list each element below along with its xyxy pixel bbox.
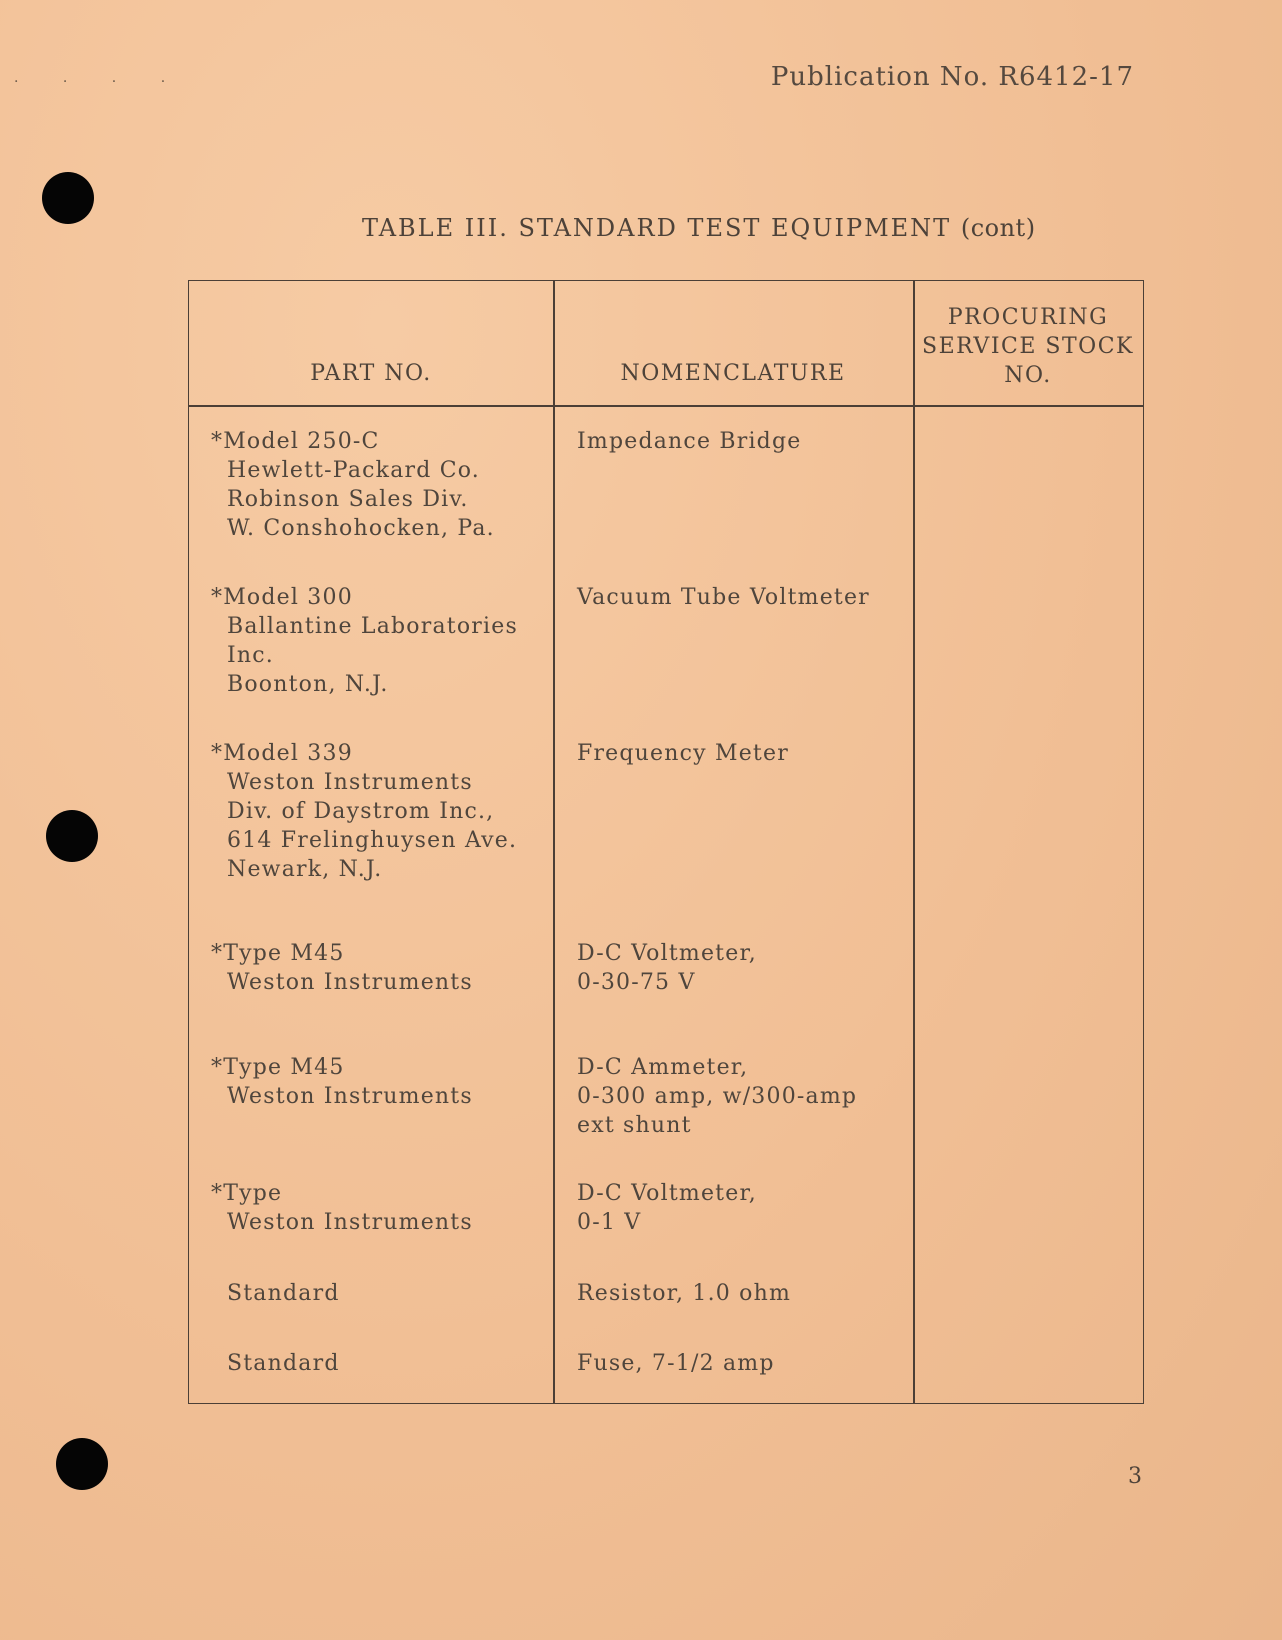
column-divider (553, 281, 555, 1403)
part-line: Newark, N.J. (227, 857, 383, 882)
nomenclature-line: D-C Ammeter, (577, 1055, 749, 1080)
table-row-part (211, 1349, 547, 1378)
table-row-part (211, 939, 547, 997)
table-row-nomenclature (577, 1279, 907, 1308)
column-header-stock-no (913, 303, 1143, 390)
part-line: W. Conshohocken, Pa. (227, 516, 495, 541)
part-line: Div. of Daystrom Inc., (227, 799, 495, 824)
binder-hole-icon (56, 1438, 108, 1490)
nomenclature-line: Fuse, 7-1/2 amp (577, 1351, 775, 1376)
table-row-nomenclature (577, 1179, 907, 1237)
table-title-cont: (cont) (960, 214, 1036, 242)
table-row-nomenclature (577, 1349, 907, 1378)
part-line: Weston Instruments (227, 970, 473, 995)
part-line: Ballantine Laboratories (227, 614, 518, 639)
nomenclature-line: Frequency Meter (577, 741, 789, 766)
table-row-part (211, 583, 547, 699)
table-row-part (211, 739, 547, 884)
nomenclature-line: 0-1 V (577, 1210, 642, 1235)
nomenclature-line: Impedance Bridge (577, 429, 802, 454)
table-row-nomenclature (577, 939, 907, 997)
nomenclature-line: Resistor, 1.0 ohm (577, 1281, 792, 1306)
part-line: Weston Instruments (227, 1084, 473, 1109)
equipment-table (188, 280, 1144, 1404)
table-row-nomenclature (577, 427, 907, 456)
part-line: *Model 300 (211, 585, 353, 610)
column-header-part-no: PART NO. (310, 361, 432, 386)
column-header-stock-line: PROCURING (947, 305, 1109, 330)
edge-marks: · · · · (14, 74, 186, 90)
binder-hole-icon (46, 810, 98, 862)
part-line: Weston Instruments (227, 1210, 473, 1235)
table-row-part (211, 1279, 547, 1308)
binder-hole-icon (42, 172, 94, 224)
table-row-part (211, 427, 547, 543)
part-line: Hewlett-Packard Co. (227, 458, 480, 483)
table-row-part (211, 1053, 547, 1111)
column-header-nomenclature: NOMENCLATURE (620, 361, 846, 386)
part-line: Boonton, N.J. (227, 672, 389, 697)
table-title (362, 214, 1036, 242)
header-divider (189, 405, 1143, 407)
column-divider (913, 281, 915, 1403)
nomenclature-line: D-C Voltmeter, (577, 941, 757, 966)
table-row-part (211, 1179, 547, 1237)
table-row-nomenclature (577, 1053, 907, 1140)
table-title-main: TABLE III. STANDARD TEST EQUIPMENT (362, 214, 952, 242)
part-line: Inc. (227, 643, 274, 668)
nomenclature-line: D-C Voltmeter, (577, 1181, 757, 1206)
table-row-nomenclature (577, 739, 907, 768)
publication-number: Publication No. R6412-17 (770, 62, 1134, 92)
part-line: *Type (211, 1181, 283, 1206)
part-line: Weston Instruments (227, 770, 473, 795)
part-line: *Type M45 (211, 941, 345, 966)
nomenclature-line: 0-300 amp, w/300-amp (577, 1084, 858, 1109)
part-line: 614 Frelinghuysen Ave. (227, 828, 518, 853)
part-line: Standard (227, 1281, 340, 1306)
column-header-stock-line: STOCK NO. (1004, 334, 1134, 388)
part-line: *Model 339 (211, 741, 353, 766)
part-line: Standard (227, 1351, 340, 1376)
part-line: *Type M45 (211, 1055, 345, 1080)
part-line: *Model 250-C (211, 429, 380, 454)
column-header-stock-line: SERVICE (922, 334, 1037, 359)
nomenclature-line: Vacuum Tube Voltmeter (577, 585, 870, 610)
page-number: 3 (1128, 1464, 1142, 1489)
nomenclature-line: 0-30-75 V (577, 970, 696, 995)
table-row-nomenclature (577, 583, 907, 612)
nomenclature-line: ext shunt (577, 1113, 692, 1138)
part-line: Robinson Sales Div. (227, 487, 469, 512)
